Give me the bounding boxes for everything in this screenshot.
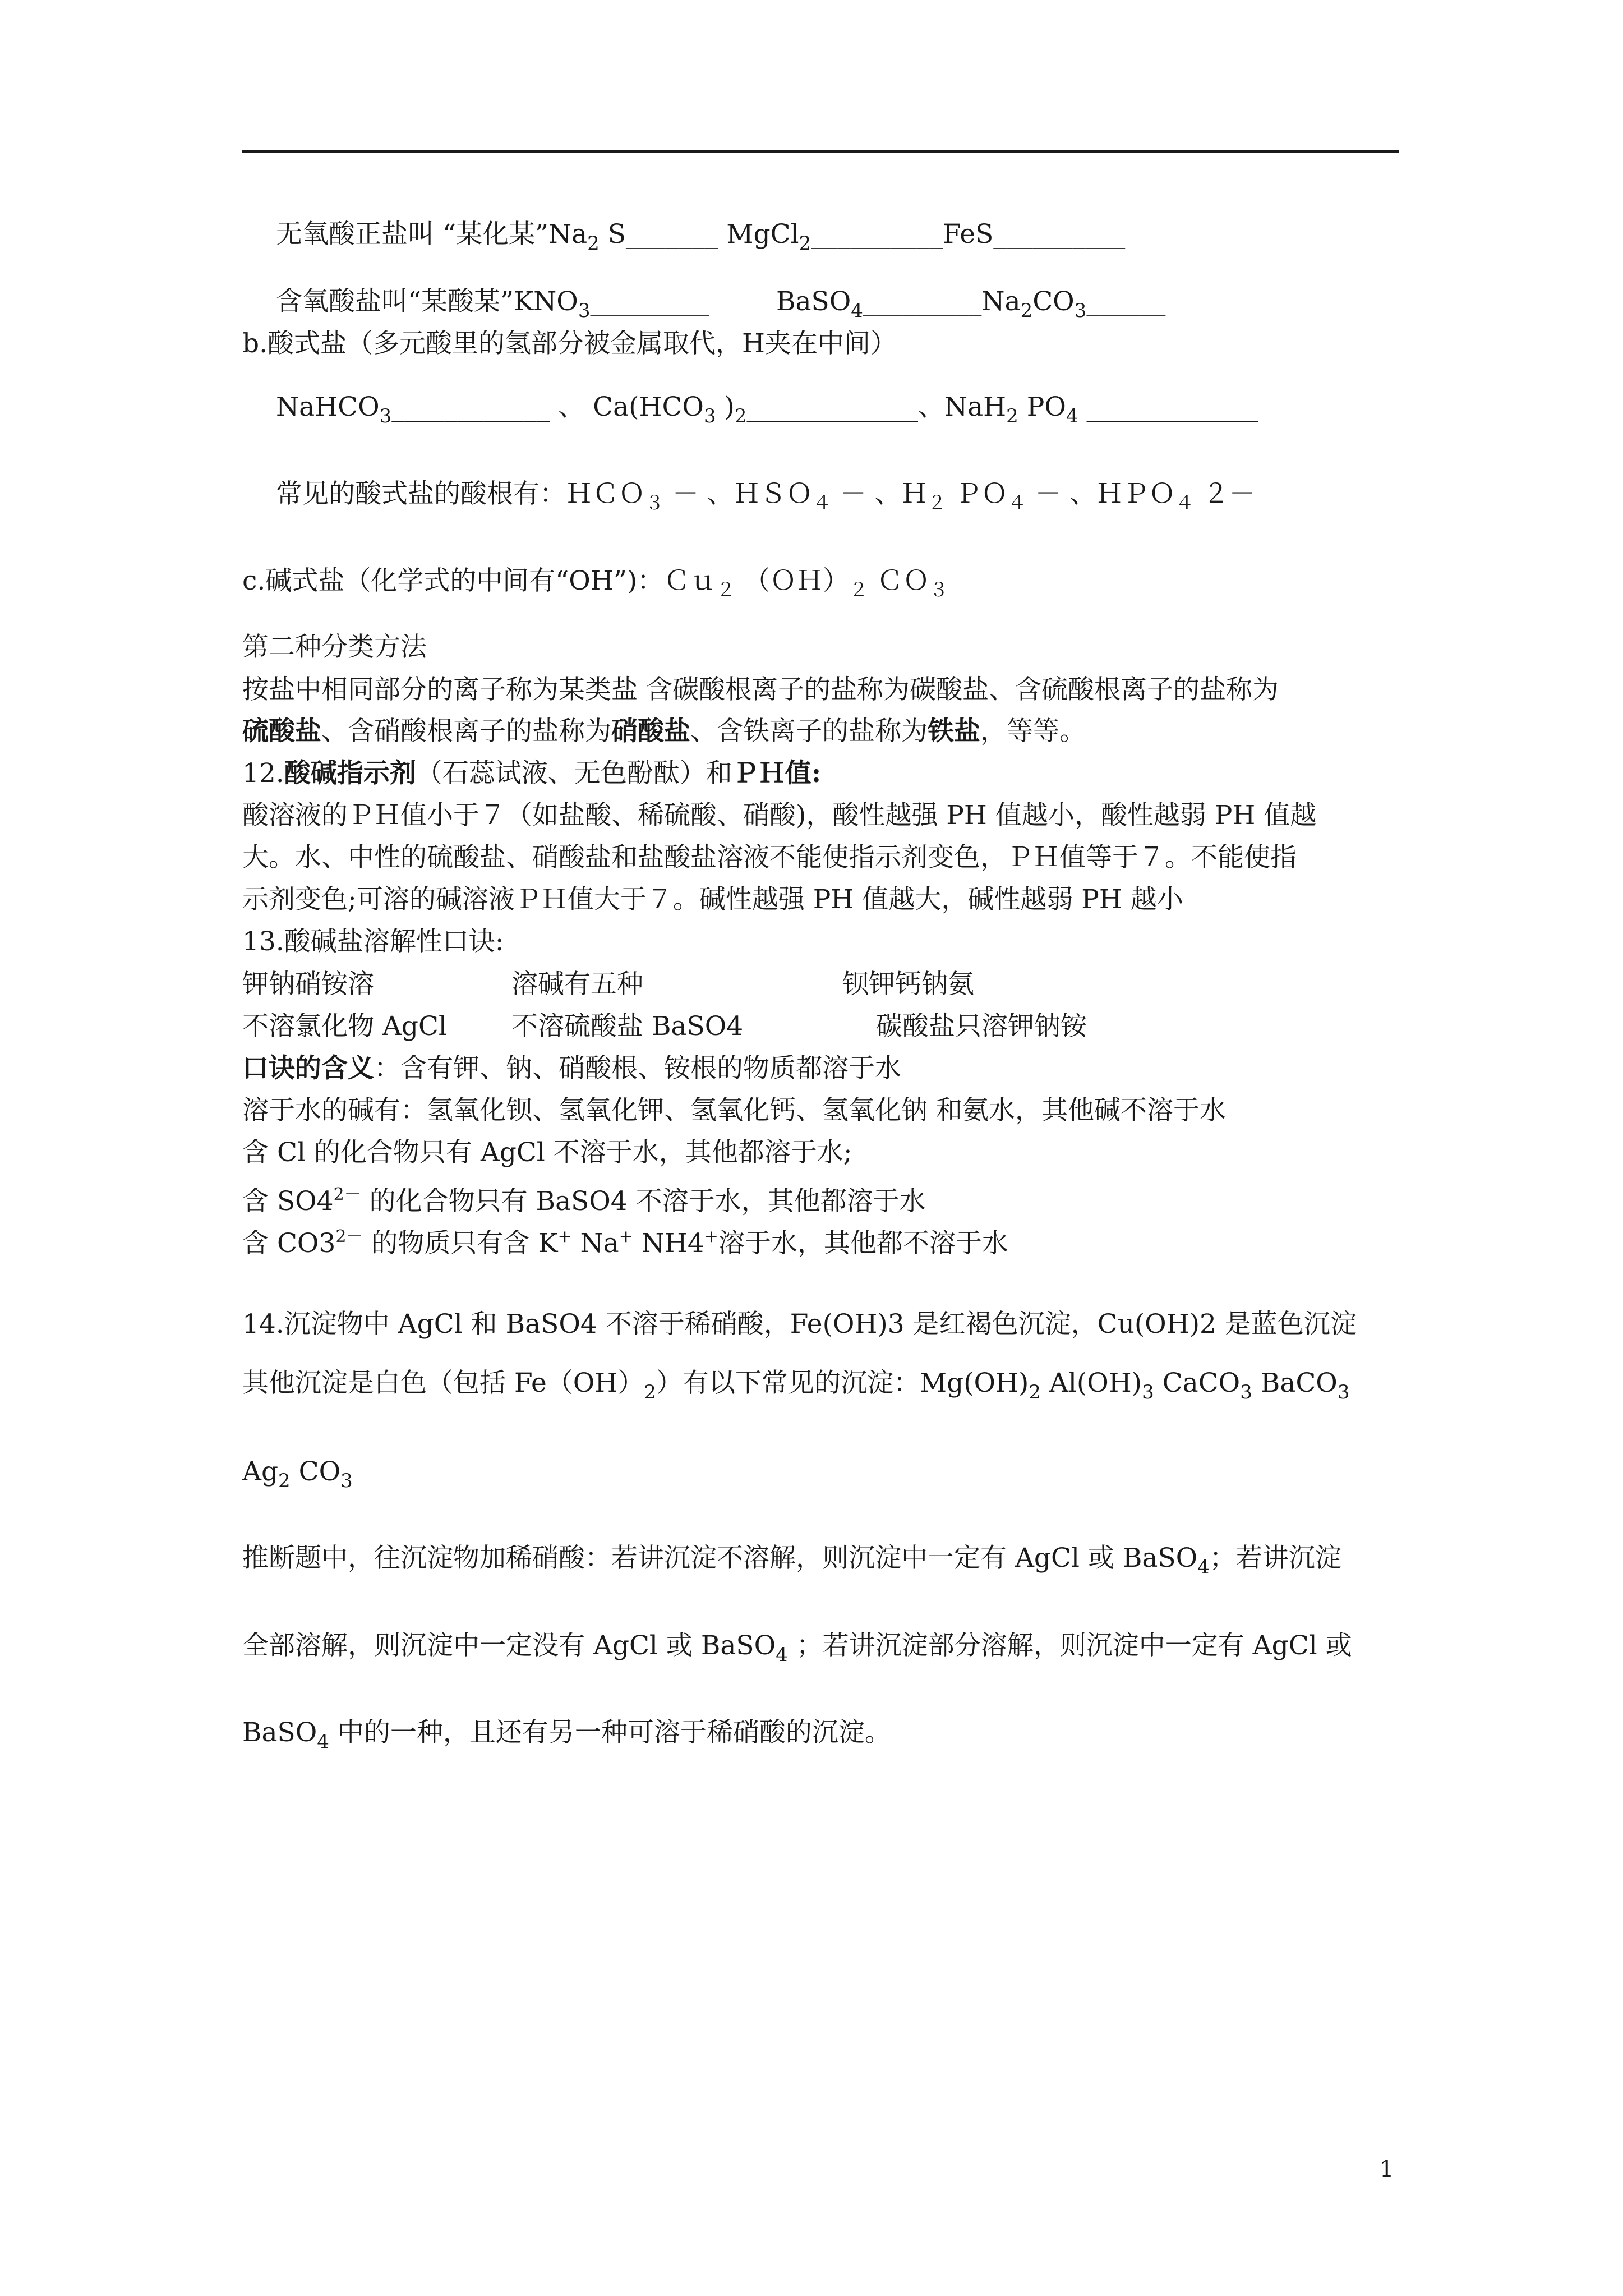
text: 碳酸盐只溶钾钠铵	[876, 1011, 1087, 1042]
text: ２－	[1194, 478, 1256, 509]
text: 、含铁离子的盐称为	[690, 716, 928, 747]
bold-term: 硫酸盐	[242, 716, 321, 747]
text: 推断题中，往沉淀物加稀硝酸：若讲沉淀不溶解，则沉淀中一定有 AgCl 或 BaSO	[242, 1543, 1198, 1573]
text: ）有以下常见的沉淀：Mg(OH)	[656, 1368, 1029, 1398]
line-mnemonic-2	[242, 1010, 1087, 1043]
line-inference-3	[242, 1716, 891, 1759]
subscript: ４	[812, 492, 832, 514]
subscript: 4	[776, 1644, 788, 1666]
bold-term: ＰＨ值:	[732, 758, 822, 789]
subscript: 4	[1066, 405, 1078, 427]
subscript: 3	[703, 405, 716, 427]
line-section-13-heading: 13.酸碱盐溶解性口诀:	[242, 926, 504, 957]
text: _________	[590, 286, 709, 317]
text: 不溶氯化物 AgCl	[242, 1011, 447, 1042]
superscript: 2－	[335, 1227, 363, 1246]
line-ph-3: 示剂变色;可溶的碱溶液ＰＨ值大于７。碱性越强 PH 值越大，碱性越弱 PH 越小	[242, 884, 1183, 915]
text: CO	[290, 1456, 341, 1487]
line-oxyacid-salt	[276, 285, 1165, 328]
line-acid-salt-heading: b.酸式盐（多元酸里的氢部分被金属取代，H夹在中间）	[242, 328, 897, 359]
text: 无氧酸正盐叫 “某化某”Na	[276, 219, 588, 250]
subscript: ２	[927, 492, 947, 514]
line-inference-2	[242, 1629, 1352, 1672]
line-ph-1: 酸溶液的ＰＨ值小于７（如盐酸、稀硫酸、硝酸)，酸性越强 PH 值越小，酸性越弱 PH 值越	[242, 800, 1317, 831]
line-ph-2: 大。水、中性的硫酸盐、硝酸盐和盐酸盐溶液不能使指示剂变色，ＰＨ值等于７。不能使指	[242, 842, 1297, 873]
subscript: 2	[799, 232, 811, 255]
bold-term: 硝酸盐	[611, 716, 690, 747]
line-sulfate	[242, 1178, 926, 1218]
text: ____________ 、 Ca(HCO	[391, 392, 704, 422]
text: BaCO	[1252, 1368, 1338, 1398]
text: _____________	[1078, 392, 1258, 422]
line-carbonate	[242, 1220, 1008, 1260]
text: c.碱式盐（化学式的中间有“OH”)：Ｃｕ	[242, 565, 717, 596]
text: CaCO	[1154, 1368, 1241, 1398]
text: 的化合物只有 BaSO4 不溶于水，其他都溶于水	[361, 1186, 926, 1217]
text: CO	[1032, 286, 1075, 317]
text: 不溶硫酸盐 BaSO4	[511, 1011, 744, 1042]
text: 含 SO4	[242, 1186, 334, 1217]
subscript: 4	[317, 1731, 329, 1753]
bold-term: 铁盐	[928, 716, 980, 747]
subscript: ３	[929, 579, 949, 601]
text: 12.	[242, 758, 284, 789]
line-chloride: 含 Cl 的化合物只有 AgCl 不溶于水，其他都溶于水;	[242, 1137, 852, 1168]
text: Ag	[242, 1456, 279, 1487]
text: （石蕊试液、无色酚酞）和	[416, 758, 732, 789]
text: Al(OH)	[1041, 1368, 1142, 1398]
bold-term: 口诀的含义	[242, 1053, 374, 1084]
text: ＣＯ	[868, 565, 930, 596]
superscript: +	[557, 1227, 572, 1246]
line-acid-salt-examples	[276, 390, 1258, 433]
subscript: 2	[1020, 300, 1033, 322]
line-classification-desc: 按盐中相同部分的离子称为某类盐 含碳酸根离子的盐称为碳酸盐、含硫酸根离子的盐称为	[242, 674, 1279, 705]
line-classification-desc-cont	[242, 715, 1086, 748]
superscript: +	[619, 1227, 633, 1246]
text: ：含有钾、钠、硝酸根、铵根的物质都溶于水	[374, 1053, 901, 1084]
subscript: 2	[587, 232, 600, 255]
text: 全部溶解，则沉淀中一定没有 AgCl 或 BaSO	[242, 1630, 776, 1661]
line-acid-radicals	[276, 477, 1256, 520]
subscript: ４	[1007, 492, 1027, 514]
text: BaSO	[776, 286, 851, 317]
text: Na	[571, 1228, 619, 1259]
subscript: ４	[1175, 492, 1195, 514]
text: ；若讲沉淀	[1209, 1543, 1341, 1573]
text: PO	[1018, 392, 1066, 422]
line-section-14: 14.沉淀物中 AgCl 和 BaSO4 不溶于稀硝酸，Fe(OH)3 是红褐色沉淀，Cu(OH)2 是蓝色沉淀	[242, 1309, 1357, 1340]
subscript: 3	[1142, 1381, 1154, 1404]
subscript: 2	[644, 1381, 656, 1404]
text: － 、ＨＰＯ	[1026, 478, 1175, 509]
text: S_______ MgCl	[599, 219, 799, 250]
subscript: 4	[1197, 1556, 1210, 1579]
subscript: 2	[734, 405, 747, 427]
bold-term: 酸碱指示剂	[284, 758, 416, 789]
text: 钾钠硝铵溶	[242, 969, 374, 1000]
subscript: 3	[340, 1470, 353, 1492]
subscript: 3	[578, 300, 591, 322]
text: _________Na	[863, 286, 1021, 317]
text: － 、ＨＳＯ	[664, 478, 813, 509]
text: ＰＯ	[946, 478, 1008, 509]
subscript: 2	[278, 1470, 291, 1492]
text: 的物质只有含 K	[363, 1228, 558, 1259]
text: 常见的酸式盐的酸根有：ＨＣＯ	[276, 478, 645, 509]
line-silver-carbonate	[242, 1455, 353, 1498]
subscript: 3	[379, 405, 392, 427]
text: NaHCO	[276, 392, 380, 422]
text: 含氧酸盐叫“某酸某”KNO	[276, 286, 578, 317]
text: NH4	[633, 1228, 704, 1259]
subscript: ２	[849, 579, 869, 601]
text: ；若讲沉淀部分溶解，则沉淀中一定有 AgCl 或	[787, 1630, 1352, 1661]
line-basic-salt	[242, 564, 948, 607]
subscript: 2	[1006, 405, 1018, 427]
text: － 、Ｈ	[831, 478, 928, 509]
text: ，等等。	[980, 716, 1086, 747]
line-anaerobic-salt	[276, 218, 1125, 260]
text: 中的一种，且还有另一种可溶于稀硝酸的沉淀。	[329, 1717, 891, 1748]
text: _____________、NaH	[746, 392, 1007, 422]
subscript: ２	[716, 579, 736, 601]
line-mnemonic-1	[242, 968, 974, 1001]
line-mnemonic-meaning	[242, 1052, 901, 1085]
page-number: 1	[1380, 2156, 1394, 2182]
text: 、含硝酸根离子的盐称为	[321, 716, 611, 747]
superscript: +	[704, 1227, 718, 1246]
subscript: 4	[851, 300, 863, 322]
text: 溶碱有五种	[511, 969, 643, 1000]
subscript: 3	[1240, 1381, 1252, 1404]
text: （ＯＨ）	[735, 565, 850, 596]
text: __________FeS__________	[811, 219, 1126, 250]
line-second-classification: 第二种分类方法	[242, 632, 427, 662]
text: 其他沉淀是白色（包括 Fe（OH）	[242, 1368, 644, 1398]
line-inference-1	[242, 1542, 1341, 1584]
text: BaSO	[242, 1717, 317, 1748]
text: ______	[1086, 286, 1166, 317]
text: 溶于水，其他都不溶于水	[718, 1228, 1008, 1259]
subscript: 2	[1029, 1381, 1041, 1404]
header-rule	[242, 150, 1399, 153]
subscript: 3	[1074, 300, 1087, 322]
text: 含 CO3	[242, 1228, 336, 1259]
line-section-12-heading	[242, 757, 821, 790]
subscript: ３	[645, 492, 664, 514]
text: )	[716, 392, 735, 422]
line-white-precipitates	[242, 1366, 1349, 1409]
text: 钡钾钙钠氨	[842, 969, 974, 1000]
subscript: 3	[1337, 1381, 1350, 1404]
superscript: 2－	[333, 1185, 361, 1204]
line-soluble-bases: 溶于水的碱有：氢氧化钡、氢氧化钾、氢氧化钙、氢氧化钠 和氨水，其他碱不溶于水	[242, 1095, 1226, 1126]
